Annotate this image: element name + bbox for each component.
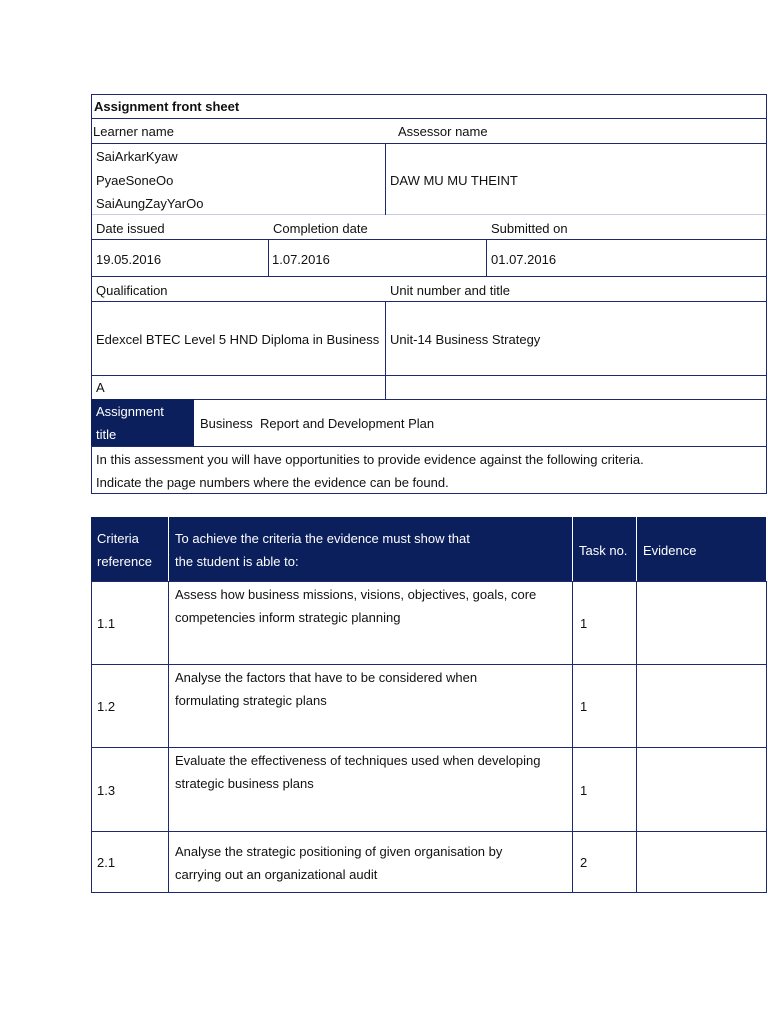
unit-value: Unit-14 Business Strategy	[390, 332, 541, 347]
completion-date-value: 1.07.2016	[272, 252, 330, 267]
criteria-description-line	[175, 840, 565, 863]
criteria-reference: 1.3	[97, 783, 116, 798]
task-number: 1	[580, 699, 588, 714]
border	[168, 581, 169, 893]
border	[572, 581, 573, 893]
assignment-title-value: Business Report and Development Plan	[200, 416, 435, 431]
border	[572, 517, 573, 581]
border	[766, 94, 767, 494]
front-sheet-title: Assignment front sheet	[94, 99, 240, 114]
criteria-reference: 1.1	[97, 616, 116, 631]
border	[91, 375, 767, 376]
instructions	[96, 448, 762, 471]
criteria-description-line: formulating strategic plans	[175, 693, 327, 708]
criteria-description-text: Assess how business missions, visions, objectives, goals, core	[175, 587, 537, 602]
border	[91, 581, 92, 893]
date-issued-label: Date issued	[96, 221, 165, 236]
submitted-on-value: 01.07.2016	[491, 252, 557, 267]
criteria-description-line	[175, 749, 565, 772]
border	[385, 301, 386, 399]
criteria-table-header	[91, 517, 766, 581]
assignment-title-label-cell	[91, 399, 194, 446]
completion-date-label: Completion date	[273, 221, 368, 236]
border	[91, 581, 767, 582]
border	[766, 581, 767, 893]
border	[385, 143, 386, 215]
border	[91, 118, 767, 119]
learner-name: SaiArkarKyaw	[96, 149, 178, 164]
header-description	[175, 527, 553, 550]
border	[91, 747, 767, 748]
header-description-line: the student is able to:	[175, 554, 299, 569]
border	[91, 664, 767, 665]
border	[91, 892, 767, 893]
instructions-line: In this assessment you will have opportunities to provide evidence against the following criteria.	[96, 452, 644, 467]
criteria-description-text: Analyse the strategic positioning of given organisation by	[175, 844, 503, 859]
border	[168, 517, 169, 581]
border	[91, 143, 767, 144]
qualification-label: Qualification	[96, 283, 168, 298]
criteria-description-line: carrying out an organizational audit	[175, 867, 378, 882]
task-number: 1	[580, 616, 588, 631]
border	[91, 239, 767, 240]
header-criteria-reference: Criteria	[97, 531, 139, 546]
border	[636, 581, 637, 893]
learner-name: PyaeSoneOo	[96, 173, 174, 188]
assessor-name-label: Assessor name	[398, 124, 488, 139]
criteria-reference: 2.1	[97, 855, 116, 870]
border	[91, 831, 767, 832]
header-task-no: Task no.	[579, 543, 628, 558]
qualification-value: Edexcel BTEC Level 5 HND Diploma in Business	[96, 332, 380, 347]
task-number: 2	[580, 855, 588, 870]
border	[268, 214, 767, 215]
border	[91, 276, 767, 277]
criteria-reference: 1.2	[97, 699, 116, 714]
submitted-on-label: Submitted on	[491, 221, 568, 236]
criteria-description-line: strategic business plans	[175, 776, 314, 791]
instructions-line: Indicate the page numbers where the evidence can be found.	[96, 475, 449, 490]
header-criteria-reference: reference	[97, 554, 152, 569]
criteria-description-text: Analyse the factors that have to be considered when	[175, 670, 478, 685]
border	[636, 517, 637, 581]
border	[268, 239, 269, 276]
assessor-name: DAW MU MU THEINT	[390, 173, 518, 188]
learner-name: SaiAungZayYarOo	[96, 196, 204, 211]
date-issued-value: 19.05.2016	[96, 252, 162, 267]
criteria-description-text: Evaluate the effectiveness of techniques used when developing	[175, 753, 541, 768]
learner-name-label: Learner name	[93, 124, 174, 139]
assignment-title-label: Assignment	[96, 404, 164, 419]
header-description-line: To achieve the criteria the evidence must show that	[175, 531, 470, 546]
task-number: 1	[580, 783, 588, 798]
criteria-description-line	[175, 583, 565, 606]
border	[91, 446, 767, 447]
border	[486, 239, 487, 276]
row-a-label: A	[96, 380, 105, 395]
criteria-description-line	[175, 666, 565, 689]
criteria-description-line: competencies inform strategic planning	[175, 610, 401, 625]
unit-label: Unit number and title	[390, 283, 510, 298]
assignment-title-label: title	[96, 427, 117, 442]
header-evidence: Evidence	[643, 543, 697, 558]
